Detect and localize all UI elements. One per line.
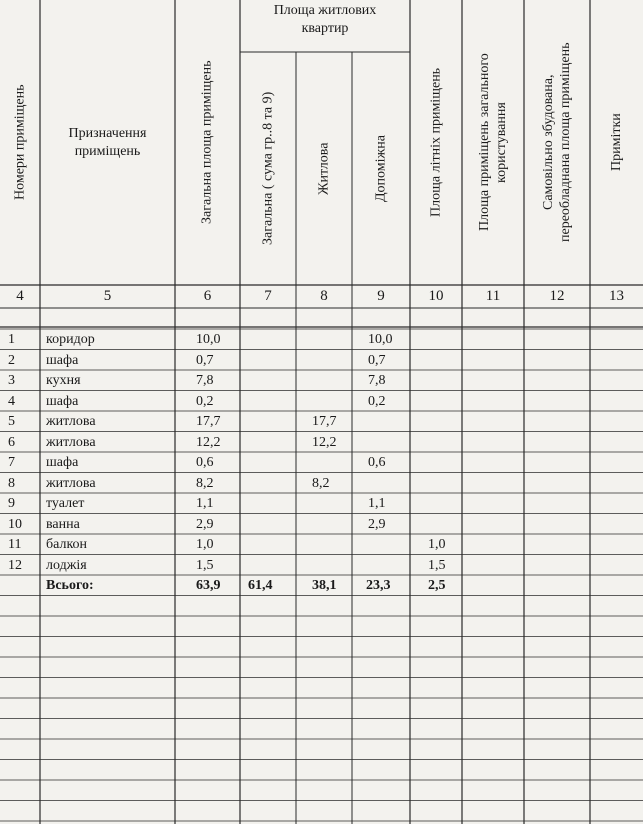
room-total-area: 7,8 <box>196 373 214 388</box>
room-purpose: житлова <box>46 475 96 491</box>
room-total-area: 8,2 <box>196 475 214 491</box>
row-number: 3 <box>8 373 15 388</box>
header-living-area-group: Площа житлових квартир <box>273 3 377 36</box>
room-auxiliary-area: 0,7 <box>368 352 386 368</box>
room-total-area: 2,9 <box>196 516 214 532</box>
totals-living-area: 38,1 <box>312 578 337 593</box>
room-total-area: 1,1 <box>196 496 214 511</box>
header-apt-total: Загальна ( сума гр..8 та 9) <box>260 91 276 246</box>
room-auxiliary-area: 0,6 <box>368 455 386 470</box>
totals-auxiliary-area: 23,3 <box>366 578 391 593</box>
room-total-area: 17,7 <box>196 414 221 429</box>
room-purpose: лоджія <box>46 557 87 573</box>
header-notes: Примітки <box>609 113 624 172</box>
room-purpose: ванна <box>46 516 80 532</box>
column-number: 8 <box>320 288 328 304</box>
header-summer-area: Площа літніх приміщень <box>428 67 444 218</box>
room-purpose: шафа <box>46 352 79 368</box>
room-total-area: 0,7 <box>196 352 214 368</box>
header-purpose: Призначення приміщень <box>68 126 147 159</box>
room-living-area: 12,2 <box>312 434 337 450</box>
room-auxiliary-area: 0,2 <box>368 393 386 409</box>
room-purpose: житлова <box>46 414 96 429</box>
room-total-area: 12,2 <box>196 434 221 450</box>
column-number: 7 <box>264 288 272 304</box>
column-number: 12 <box>549 288 565 304</box>
room-living-area: 17,7 <box>312 414 337 429</box>
column-number: 5 <box>103 288 112 304</box>
row-number: 12 <box>8 557 22 573</box>
room-purpose: шафа <box>46 393 79 409</box>
header-apt-living: Житлова <box>316 142 332 195</box>
room-auxiliary-area: 1,1 <box>368 496 386 511</box>
column-number: 11 <box>485 288 501 304</box>
row-number: 9 <box>8 496 15 511</box>
room-auxiliary-area: 2,9 <box>368 516 386 532</box>
column-number: 6 <box>203 288 212 304</box>
totals-summer-area: 2,5 <box>428 578 446 593</box>
room-total-area: 0,6 <box>196 455 214 470</box>
room-living-area: 8,2 <box>312 475 330 491</box>
room-summer-area: 1,5 <box>428 557 446 573</box>
header-apt-auxiliary: Допоміжна <box>373 135 389 202</box>
totals-total-area: 63,9 <box>196 578 221 593</box>
column-number: 9 <box>377 288 385 304</box>
row-number: 11 <box>8 537 22 552</box>
row-number: 5 <box>8 414 15 429</box>
room-total-area: 1,0 <box>196 537 214 552</box>
column-number: 10 <box>428 288 444 304</box>
room-purpose: балкон <box>46 537 88 552</box>
header-unauthorized-area: Самовільно збудована, переобладнана площа приміщень <box>541 42 573 243</box>
header-room-numbers: Номери приміщень <box>12 84 28 201</box>
room-auxiliary-area: 7,8 <box>368 373 386 388</box>
room-purpose: туалет <box>46 496 85 511</box>
header-common-area: Площа приміщень загального користування <box>477 53 509 232</box>
room-auxiliary-area: 10,0 <box>368 332 393 347</box>
column-number: 13 <box>609 288 624 304</box>
room-purpose: коридор <box>46 332 95 347</box>
totals-label: Всього: <box>46 578 94 593</box>
row-number: 4 <box>8 393 15 409</box>
room-total-area: 0,2 <box>196 393 214 409</box>
room-purpose: шафа <box>46 455 79 470</box>
room-purpose: кухня <box>46 373 81 388</box>
room-total-area: 1,5 <box>196 557 214 573</box>
row-number: 10 <box>8 516 22 532</box>
room-purpose: житлова <box>46 434 96 450</box>
row-number: 2 <box>8 352 15 368</box>
row-number: 8 <box>8 475 15 491</box>
row-number: 7 <box>8 455 15 470</box>
room-summer-area: 1,0 <box>428 537 446 552</box>
column-number: 4 <box>16 288 24 304</box>
totals-apt-total-area: 61,4 <box>248 578 273 593</box>
row-number: 1 <box>8 332 15 347</box>
room-total-area: 10,0 <box>196 332 221 347</box>
row-number: 6 <box>8 434 15 450</box>
header-total-area: Загальна площа приміщень <box>199 60 215 225</box>
